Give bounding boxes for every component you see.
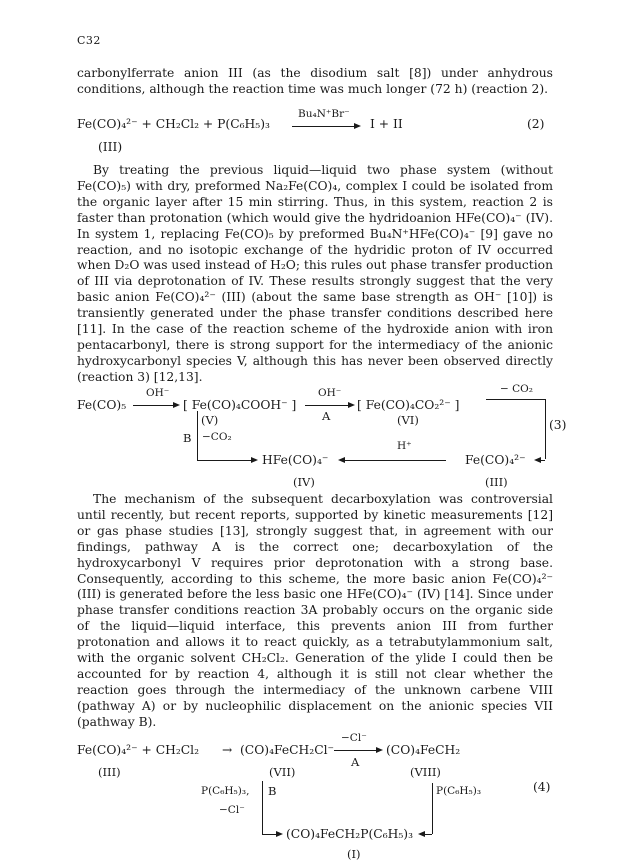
- eq2-lhs: Fe(CO)₄²⁻ + CH₂Cl₂ + P(C₆H₅)₃: [77, 117, 270, 131]
- s4-arrow-a-head: [376, 747, 383, 753]
- s4-label-vii: (VII): [269, 765, 296, 779]
- s4-number: (4): [533, 780, 551, 794]
- s3-arrow-3-head: [251, 457, 258, 463]
- s3-label-iii: (III): [485, 475, 508, 489]
- paragraph-2: By treating the previous liquid—liquid two phase system (without Fe(CO)₅) with dry, preformed Na₂Fe(CO)₄, complex I could be isolated from the organic layer after 15 min stirring. Thus, in this system, reaction 2 is faster than protonation (which would give the hydridoanion HFe(CO)₄⁻ (IV). In system 1, replacing Fe(CO)₅ by preformed Bu₄N⁺HFe(CO)₄⁻ [9] gave no reaction, and no isotopic exchange of the hydridic proton of IV occurred when D₂O was used instead of H₂O; this rules out phase transfer production of III via deprotonation of IV. These results strongly suggest that the very basic anion Fe(CO)₄²⁻ (III) (about the same base strength as OH⁻ [10]) is transiently generated under the phase transfer conditions described here [11]. In the case of the reaction scheme of the hydroxide anion with iron pentacarbonyl, there is strong support for the intermediacy of the anionic hydroxycarbonyl species V, although this has never been observed directly (reaction 3) [12,13].: [77, 163, 553, 384]
- s3-label-iv: (IV): [293, 475, 315, 489]
- page-number: C32: [77, 34, 101, 47]
- s4-label-i: (I): [347, 847, 361, 861]
- s4-minus-cl: −Cl⁻: [341, 732, 367, 744]
- s4-label-iii: (III): [98, 765, 121, 779]
- eq2-label: (III): [98, 140, 123, 154]
- s4-pph3-right: P(C₆H₅)₃: [436, 785, 482, 797]
- s3-oh-label-1: OH⁻: [146, 387, 170, 399]
- eq2-number: (2): [527, 117, 545, 131]
- s3-h-plus: H⁺: [397, 440, 412, 452]
- s4-arrow-c-head: [418, 831, 425, 837]
- s4-ylide: (CO)₄FeCH₂P(C₆H₅)₃: [286, 827, 414, 841]
- s3-tetracarbonylferrate: Fe(CO)₄²⁻: [465, 453, 526, 467]
- s3-number: (3): [549, 418, 567, 432]
- s3-hydroxycarbonyl: [ Fe(CO)₄COOH⁻ ]: [183, 398, 297, 412]
- eq2-arrow-head: [354, 123, 361, 129]
- eq2-rhs: I + II: [370, 117, 403, 131]
- s3-arrow-2: [305, 405, 350, 406]
- s3-carbonate: [ Fe(CO)₄CO₂²⁻ ]: [357, 398, 460, 412]
- s4-left-line: [262, 781, 263, 834]
- s4-lhs: Fe(CO)₄²⁻ + CH₂Cl₂: [77, 743, 200, 757]
- s3-top-line: [486, 399, 545, 400]
- s3-hydridoanion: HFe(CO)₄⁻: [262, 453, 329, 467]
- s4-right-line: [432, 783, 433, 834]
- s3-label-v: (V): [201, 413, 219, 427]
- s3-left-line: [197, 411, 198, 460]
- s3-oh-label-2: OH⁻: [318, 387, 342, 399]
- s4-arrow-c: [425, 834, 432, 835]
- s3-minus-co2: −CO₂: [202, 431, 232, 443]
- s4-path-b: B: [268, 784, 277, 798]
- s3-right-line: [545, 399, 546, 459]
- s4-arrow-a: [334, 750, 378, 751]
- eq2-arrow-line: [292, 126, 356, 127]
- s3-arrow-4: [345, 460, 446, 461]
- s3-path-a: A: [322, 409, 331, 423]
- s3-arrow-1: [133, 405, 175, 406]
- s3-arrow-3: [197, 460, 253, 461]
- s4-chloromethyl: (CO)₄FeCH₂Cl⁻: [240, 743, 335, 757]
- paragraph-intro: carbonylferrate anion III (as the disodium salt [8]) under anhydrous conditions, although the reaction time was much longer (72 h) (reaction 2).: [77, 66, 553, 96]
- s3-arrow-4-head: [338, 457, 345, 463]
- s4-minus-cl-2: −Cl⁻: [219, 804, 245, 816]
- s4-arrow-b-head: [276, 831, 283, 837]
- s3-path-b: B: [183, 431, 192, 445]
- s4-label-viii: (VIII): [410, 765, 441, 779]
- s3-label-vi: (VI): [397, 413, 419, 427]
- paragraph-3: The mechanism of the subsequent decarboxylation was controversial until recently, but recent reports, supported by kinetic measurements [12] or gas phase studies [13], strongly suggest that, in agreement with our findings, pathway A is the correct one; decarboxylation of the hydroxycarbonyl V requires prior deprotonation with a strong base. Consequently, according to this scheme, the more basic anion Fe(CO)₄²⁻ (III) is generated before the less basic one HFe(CO)₄⁻ (IV) [14]. Since under phase transfer conditions reaction 3A probably occurs on the organic side of the liquid—liquid interface, this prevents anion III from further protonation and allows it to react quickly, as a tetrabutylammonium salt, with the organic solvent CH₂Cl₂. Generation of the ylide I could then be accounted for by reaction 4, although it is still not clear whether the reaction goes through the intermediacy of the unknown carbene VIII (pathway A) or by nucleophilic displacement on the anionic species VII (pathway B).: [77, 492, 553, 729]
- s3-arrow-1-head: [173, 402, 180, 408]
- s3-arrow-2-head: [348, 402, 355, 408]
- s3-minus-co: − CO₂: [500, 383, 533, 395]
- s4-pph3-left: P(C₆H₅)₃,: [201, 785, 250, 797]
- s4-arrow: →: [222, 743, 233, 757]
- s3-arrow-5: [541, 460, 545, 461]
- eq2-catalyst: Bu₄N⁺Br⁻: [298, 108, 350, 120]
- s4-path-a: A: [351, 755, 360, 769]
- s4-carbene: (CO)₄FeCH₂: [386, 743, 461, 757]
- s3-fe-co5: Fe(CO)₅: [77, 398, 127, 412]
- s3-arrow-5-head: [534, 457, 541, 463]
